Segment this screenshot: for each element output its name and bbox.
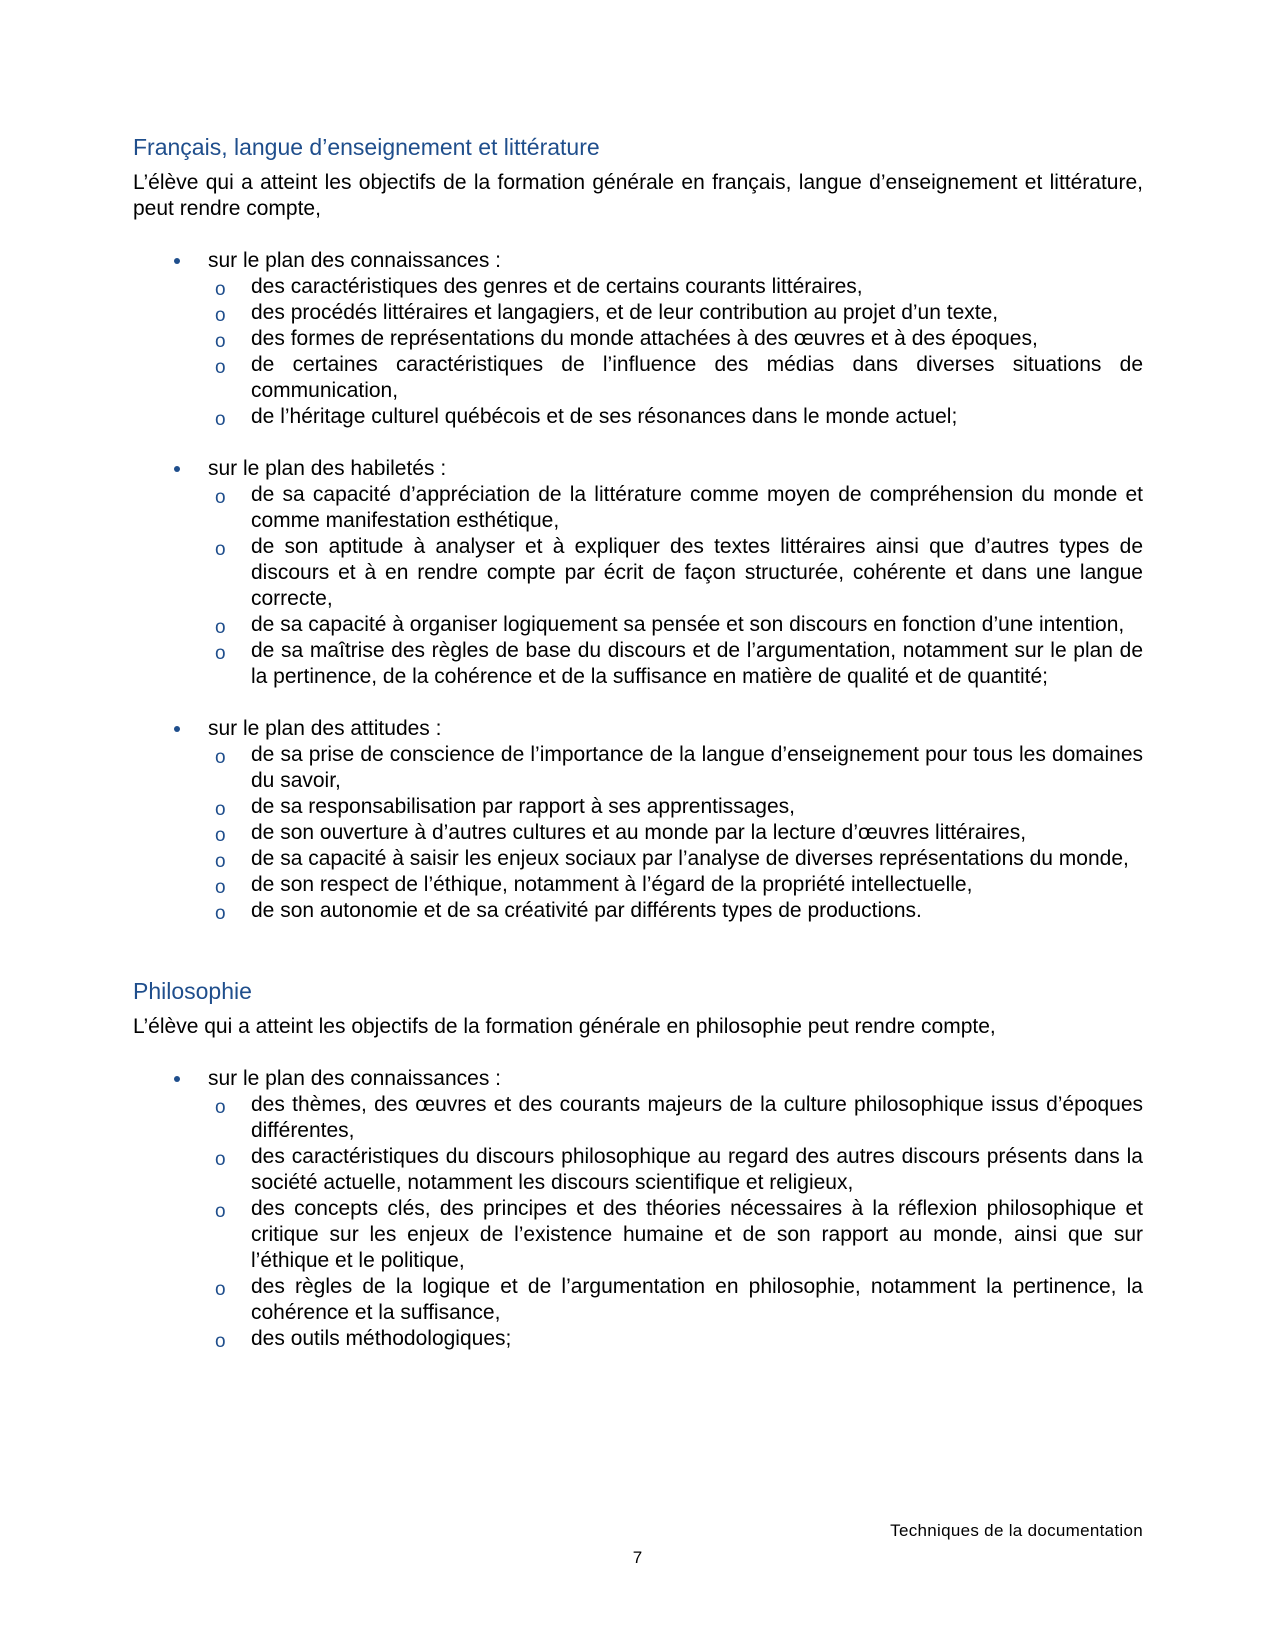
list-item [133, 274, 1143, 300]
group-connaissances [133, 248, 1143, 430]
list-item [133, 872, 1143, 898]
sub-list [133, 274, 1143, 430]
list-item [133, 1326, 1143, 1352]
list-item-text: des procédés littéraires et langagiers, et de leur contribution au projet d’un texte, [251, 301, 999, 324]
list-item-text: des outils méthodologiques; [251, 1327, 512, 1350]
list-item-text: des formes de représentations du monde attachées à des œuvres et à des époques, [251, 327, 1038, 350]
list-item-text: des caractéristiques des genres et de certains courants littéraires, [251, 275, 863, 298]
list-item-text: des caractéristiques du discours philosophique au regard des autres discours présents dans la société actuelle, notamment les discours scientifique et religieux, [251, 1145, 1143, 1194]
circle-bullet-icon: o [215, 409, 226, 430]
list-item-text: de son respect de l’éthique, notamment à l’égard de la propriété intellectuelle, [251, 873, 973, 896]
list-item [133, 794, 1143, 820]
list-item [133, 404, 1143, 430]
section-intro: L’élève qui a atteint les objectifs de la formation générale en français, langue d’enseignement et littérature, peut rendre compte, [133, 171, 1143, 220]
list-item-text: de sa prise de conscience de l’importance de la langue d’enseignement pour tous les domaines du savoir, [251, 743, 1143, 792]
bullet-dot-icon [174, 1076, 180, 1082]
list-item-text: de sa capacité à organiser logiquement sa pensée et son discours en fonction d’une intention, [251, 613, 1125, 636]
list-item-text: de l’héritage culturel québécois et de ses résonances dans le monde actuel; [251, 405, 958, 428]
circle-bullet-icon: o [215, 903, 226, 924]
list-item [133, 534, 1143, 612]
group-heading [133, 456, 1143, 482]
group-attitudes [133, 716, 1143, 924]
list-item [133, 300, 1143, 326]
document-page [133, 132, 1143, 1352]
circle-bullet-icon: o [215, 1279, 226, 1300]
list-item [133, 638, 1143, 690]
circle-bullet-icon: o [215, 1149, 226, 1170]
group-label: sur le plan des connaissances : [208, 249, 502, 272]
page-number: 7 [632, 1548, 643, 1567]
circle-bullet-icon: o [215, 305, 226, 326]
list-item-text: des thèmes, des œuvres et des courants majeurs de la culture philosophique issus d’époques différentes, [251, 1093, 1143, 1142]
circle-bullet-icon: o [215, 487, 226, 508]
bullet-dot-icon [174, 258, 180, 264]
circle-bullet-icon: o [215, 747, 226, 768]
circle-bullet-icon: o [215, 877, 226, 898]
list-item [133, 742, 1143, 794]
list-item-text: de sa maîtrise des règles de base du discours et de l’argumentation, notamment sur le plan de la pertinence, de la cohérence et de la suffisance en matière de qualité et de quantité; [251, 639, 1143, 688]
circle-bullet-icon: o [215, 799, 226, 820]
circle-bullet-icon: o [215, 331, 226, 352]
bullet-dot-icon [174, 466, 180, 472]
circle-bullet-icon: o [215, 825, 226, 846]
list-item [133, 898, 1143, 924]
list-item-text: de sa capacité à saisir les enjeux sociaux par l’analyse de diverses représentations du monde, [251, 847, 1129, 870]
section-philosophie [133, 976, 1143, 1352]
list-item [133, 846, 1143, 872]
section-title: Philosophie [133, 978, 252, 1004]
group-heading [133, 1066, 1143, 1092]
list-item [133, 820, 1143, 846]
sub-list [133, 482, 1143, 690]
circle-bullet-icon: o [215, 279, 226, 300]
group-habiletes [133, 456, 1143, 690]
group-heading [133, 248, 1143, 274]
circle-bullet-icon: o [215, 1097, 226, 1118]
list-item-text: des règles de la logique et de l’argumentation en philosophie, notamment la pertinence, la cohérence et la suffisance, [251, 1275, 1143, 1324]
section-francais [133, 132, 1143, 924]
bullet-dot-icon [174, 726, 180, 732]
list-item-text: de sa responsabilisation par rapport à ses apprentissages, [251, 795, 795, 818]
circle-bullet-icon: o [215, 357, 226, 378]
list-item-text: de son ouverture à d’autres cultures et au monde par la lecture d’œuvres littéraires, [251, 821, 1027, 844]
group-label: sur le plan des connaissances : [208, 1067, 502, 1090]
circle-bullet-icon: o [215, 1201, 226, 1222]
circle-bullet-icon: o [215, 851, 226, 872]
sub-list [133, 1092, 1143, 1352]
circle-bullet-icon: o [215, 539, 226, 560]
group-connaissances [133, 1066, 1143, 1352]
list-item [133, 326, 1143, 352]
list-item-text: de son aptitude à analyser et à expliquer des textes littéraires ainsi que d’autres types de discours et à en rendre compte par écrit de façon structurée, cohérente et dans une langue correcte, [251, 535, 1143, 610]
sub-list [133, 742, 1143, 924]
list-item-text: de son autonomie et de sa créativité par différents types de productions. [251, 899, 922, 922]
footer-program-name: Techniques de la documentation [890, 1521, 1143, 1540]
list-item [133, 482, 1143, 534]
list-item [133, 352, 1143, 404]
group-heading [133, 716, 1143, 742]
circle-bullet-icon: o [215, 643, 226, 664]
list-item-text: de sa capacité d’appréciation de la littérature comme moyen de compréhension du monde et comme manifestation esthétique, [251, 483, 1143, 532]
list-item [133, 1144, 1143, 1196]
list-item [133, 1196, 1143, 1274]
list-item [133, 1092, 1143, 1144]
section-title: Français, langue d’enseignement et littérature [133, 134, 600, 160]
section-intro: L’élève qui a atteint les objectifs de la formation générale en philosophie peut rendre compte, [133, 1015, 996, 1038]
list-item [133, 1274, 1143, 1326]
group-label: sur le plan des habiletés : [208, 457, 447, 480]
circle-bullet-icon: o [215, 1331, 226, 1352]
list-item [133, 612, 1143, 638]
circle-bullet-icon: o [215, 617, 226, 638]
list-item-text: des concepts clés, des principes et des théories nécessaires à la réflexion philosophique et critique sur les enjeux de l’existence humaine et de son rapport au monde, ainsi que sur l’éthique et le politique, [251, 1197, 1143, 1272]
list-item-text: de certaines caractéristiques de l’influence des médias dans diverses situations de communication, [251, 353, 1143, 402]
group-label: sur le plan des attitudes : [208, 717, 442, 740]
